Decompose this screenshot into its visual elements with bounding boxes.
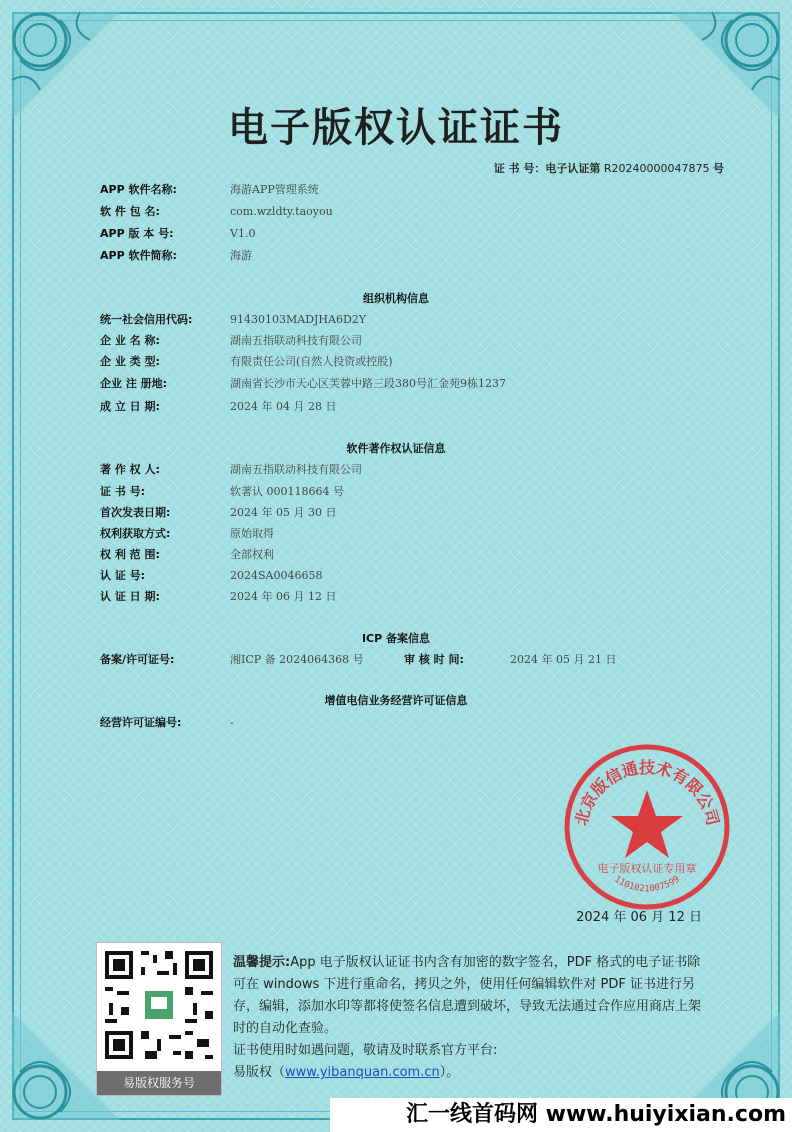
field-label: APP 版 本 号: <box>100 227 174 240</box>
field-label: 备案/许可证号: <box>100 653 175 666</box>
field-value: 湖南五指联动科技有限公司 <box>230 334 362 347</box>
field-value: 2024 年 05 月 30 日 <box>230 506 337 519</box>
icp-info-row <box>100 650 616 668</box>
field-value: 湖南五指联动科技有限公司 <box>230 463 362 476</box>
qr-code-card <box>96 942 222 1096</box>
notice-end: ）。 <box>439 1065 460 1080</box>
field-value: 2024 年 06 月 12 日 <box>230 590 337 603</box>
field-label: 软 件 包 名: <box>100 205 160 218</box>
copyright-info-row <box>100 524 274 542</box>
field-value: com.wzldty.taoyou <box>230 204 333 218</box>
telecom-info-row <box>100 713 234 731</box>
field-value: 2024SA0046658 <box>230 568 323 582</box>
notice-contact: 证书使用时如遇问题，敬请及时联系官方平台: <box>233 1043 498 1058</box>
org-info-row <box>100 374 506 392</box>
watermark-banner: 汇一线首码网 www.huiyixian.com <box>330 1098 792 1132</box>
org-info-row <box>100 331 362 349</box>
field-value: 湖南省长沙市天心区芙蓉中路三段380号汇金苑9栋1237 <box>230 377 506 390</box>
review-time-value: 2024 年 05 月 21 日 <box>510 653 617 666</box>
official-seal <box>562 742 732 912</box>
certificate-number-value: R20240000047875 <box>603 162 710 175</box>
app-info-row <box>100 246 252 264</box>
field-label: 统一社会信用代码: <box>100 313 193 326</box>
notice-body: App 电子版权认证证书内含有加密的数字签名，PDF 格式的电子证书除可在 windows 下进行重命名，拷贝之外，使用任何编辑软件对 PDF 证书进行另存，编辑，添加水印等都将使签名信息遭到破坏，导致无法通过合作应用商店上架时的自动化查验。 <box>233 955 702 1036</box>
svg-text:电子版权认证专用章: 电子版权认证专用章 <box>597 862 697 875</box>
field-value: 海游APP管理系统 <box>230 183 319 196</box>
field-label: 权利获取方式: <box>100 527 171 540</box>
field-label: 成 立 日 期: <box>100 400 160 413</box>
copyright-info-row <box>100 503 336 521</box>
field-value: 原始取得 <box>230 527 274 540</box>
section-title-org: 组织机构信息 <box>363 292 429 305</box>
section-title-copyright: 软件著作权认证信息 <box>346 442 446 455</box>
app-info-row <box>100 224 255 242</box>
field-label: 认 证 号: <box>100 569 146 582</box>
certificate-number <box>494 160 724 176</box>
field-value: 软著认 000118664 号 <box>230 485 344 498</box>
svg-text:1101021007599: 1101021007599 <box>612 874 682 895</box>
org-info-row <box>100 397 336 415</box>
certificate-number-label: 证 书 号：电子认证第 <box>493 162 601 175</box>
field-label: 首次发表日期: <box>100 506 171 519</box>
qr-code-icon <box>97 943 221 1067</box>
certificate-number-suffix: 号 <box>713 162 724 175</box>
qr-code-label: 易版权服务号 <box>97 1071 221 1095</box>
issue-date: 2024 年 06 月 12 日 <box>576 910 702 925</box>
field-label: 企 业 类 型: <box>100 355 160 368</box>
field-label: 企 业 名 称: <box>100 334 160 347</box>
copyright-info-row <box>100 460 362 478</box>
certificate-title: 电子版权认证证书 <box>228 105 564 151</box>
org-info-row <box>100 310 366 328</box>
field-value: V1.0 <box>230 226 256 240</box>
svg-text:北京版信通技术有限公司: 北京版信通技术有限公司 <box>571 757 723 828</box>
field-label: 证 书 号: <box>100 485 146 498</box>
field-value: 2024 年 04 月 28 日 <box>230 400 337 413</box>
notice-text <box>233 952 713 1084</box>
copyright-info-row <box>100 566 322 584</box>
org-info-row <box>100 352 393 370</box>
field-value: 海游 <box>230 249 252 262</box>
copyright-info-row <box>100 482 344 500</box>
field-value: 全部权利 <box>230 548 274 561</box>
review-time-label: 审 核 时 间: <box>404 653 464 666</box>
field-label: 著 作 权 人: <box>100 463 160 476</box>
app-info-row <box>100 202 333 220</box>
field-label: 经营许可证编号: <box>100 716 182 729</box>
section-title-telecom: 增值电信业务经营许可证信息 <box>324 694 468 707</box>
field-label: 企业 注 册地: <box>100 377 168 390</box>
field-value: 有限责任公司(自然人投资或控股) <box>230 355 393 368</box>
field-value: - <box>230 715 234 729</box>
field-label: 权 利 范 围: <box>100 548 160 561</box>
app-info-row <box>100 180 319 198</box>
copyright-info-row <box>100 587 336 605</box>
platform-link[interactable]: www.yibanquan.com.cn <box>285 1065 440 1080</box>
field-label: APP 软件名称: <box>100 183 177 196</box>
copyright-info-row <box>100 545 274 563</box>
field-label: APP 软件简称: <box>100 249 177 262</box>
notice-heading: 温馨提示: <box>233 955 291 970</box>
field-value: 91430103MADJHA6D2Y <box>230 312 367 326</box>
section-title-icp: ICP 备案信息 <box>361 632 431 645</box>
field-label: 认 证 日 期: <box>100 590 160 603</box>
field-value: 湘ICP 备 2024064368 号 <box>230 653 364 666</box>
notice-platform: 易版权（ <box>233 1065 286 1080</box>
